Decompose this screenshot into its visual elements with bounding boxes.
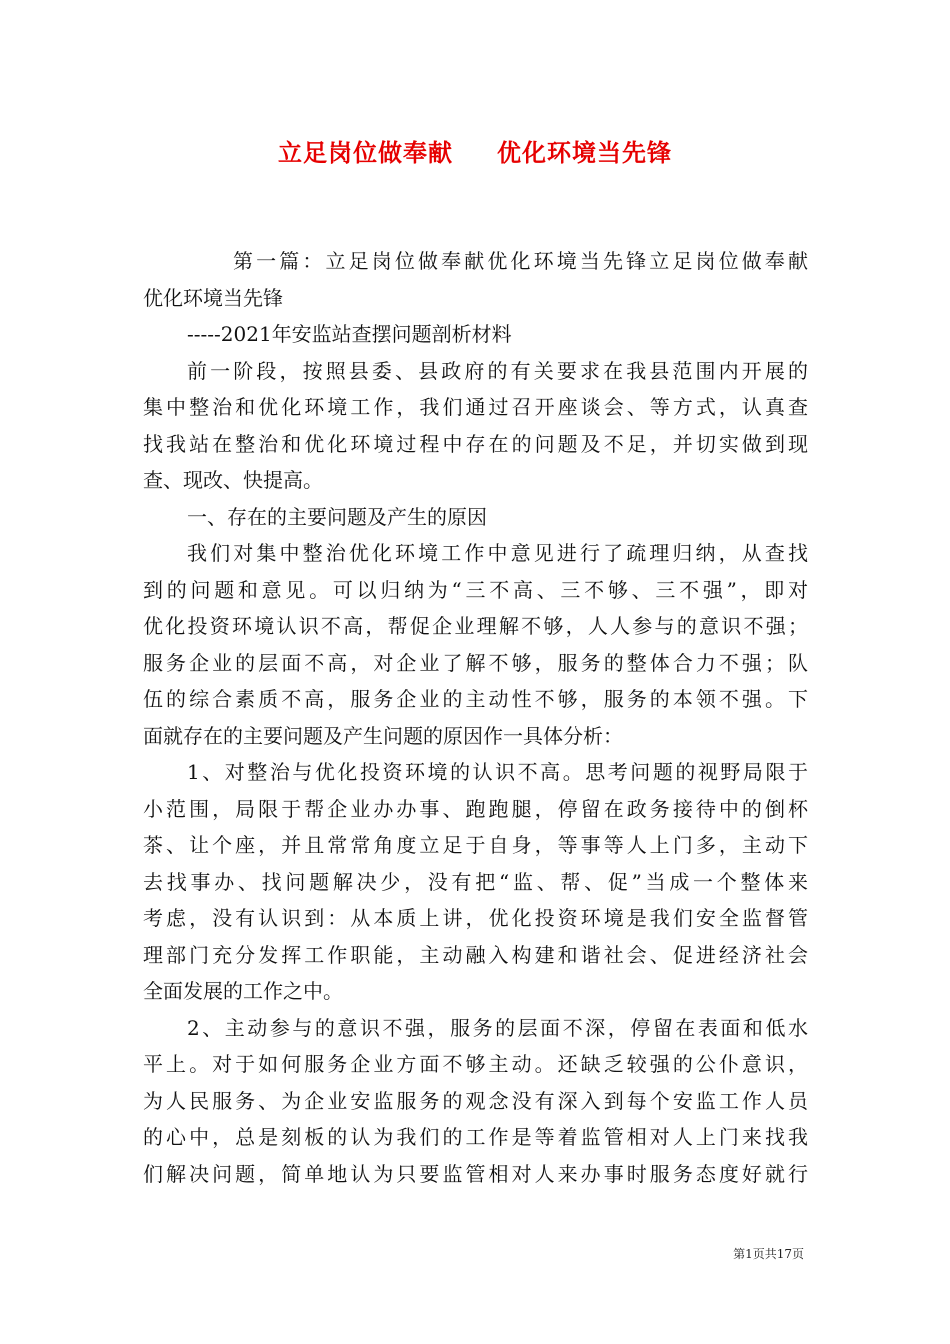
paragraph-line: 优化环境当先锋	[143, 285, 283, 310]
paragraph-line: 找我站在整治和优化环境过程中存在的问题及不足，并切实做到现	[143, 431, 808, 456]
paragraph-line: 伍的综合素质不高，服务企业的主动性不够，服务的本领不强。下	[143, 687, 808, 711]
paragraph-line: 为人民服务、为企业安监服务的观念没有深入到每个安监工作人员	[143, 1088, 808, 1113]
paragraph-line: 我们对集中整治优化环境工作中意见进行了疏理归纳，从查找	[187, 541, 808, 565]
paragraph-line: 集中整治和优化环境工作，我们通过召开座谈会、等方式，认真查	[143, 395, 808, 419]
paragraph-line: 查、现改、快提高。	[143, 468, 323, 492]
paragraph-line: 考虑，没有认识到：从本质上讲，优化投资环境是我们安全监督管	[143, 906, 808, 930]
paragraph-line: 优化投资环境认识不高，帮促企业理解不够，人人参与的意识不强；	[143, 614, 808, 638]
paragraph-line: 服务企业的层面不高，对企业了解不够，服务的整体合力不强；队	[143, 650, 808, 675]
paragraph-line: 茶、让个座，并且常常角度立足于自身，等事等人上门多，主动下	[143, 833, 808, 857]
paragraph-line: 小范围，局限于帮企业办办事、跑跑腿，停留在政务接待中的倒杯	[143, 796, 808, 821]
paragraph-line: 1、对整治与优化投资环境的认识不高。思考问题的视野局限于	[187, 760, 808, 784]
paragraph-line: -----2021年安监站查摆问题剖析材料	[187, 322, 512, 346]
paragraph-line: 的心中，总是刻板的认为我们的工作是等着监管相对人上门来找我	[143, 1125, 808, 1149]
paragraph-line: 去找事办、找问题解决少，没有把“监、帮、促”当成一个整体来	[143, 869, 808, 894]
paragraph-line: 2、主动参与的意识不强，服务的层面不深，停留在表面和低水	[187, 1015, 808, 1040]
document-title	[0, 133, 950, 168]
paragraph-line: 理部门充分发挥工作职能，主动融入构建和谐社会、促进经济社会	[143, 942, 808, 967]
document-body	[143, 243, 808, 1192]
paragraph-line: 全面发展的工作之中。	[143, 979, 343, 1003]
paragraph-line: 面就存在的主要问题及产生问题的原因作一具体分析：	[143, 723, 623, 748]
paragraph-line: 第一篇：立足岗位做奉献优化环境当先锋立足岗位做奉献	[233, 249, 808, 273]
section-heading: 一、存在的主要问题及产生的原因	[187, 504, 487, 529]
paragraph-line: 前一阶段，按照县委、县政府的有关要求在我县范围内开展的	[187, 358, 808, 383]
paragraph-line: 到的问题和意见。可以归纳为“三不高、三不够、三不强”，即对	[143, 577, 808, 602]
paragraph-line: 们解决问题，简单地认为只要监管相对人来办事时服务态度好就行	[143, 1161, 808, 1186]
paragraph-line: 平上。对于如何服务企业方面不够主动。还缺乏较强的公仆意识，	[143, 1052, 808, 1076]
page-number: 第1页共17页	[733, 1247, 804, 1261]
title-part-2: 优化环境当先锋	[497, 138, 672, 167]
title-part-1: 立足岗位做奉献	[278, 138, 453, 167]
